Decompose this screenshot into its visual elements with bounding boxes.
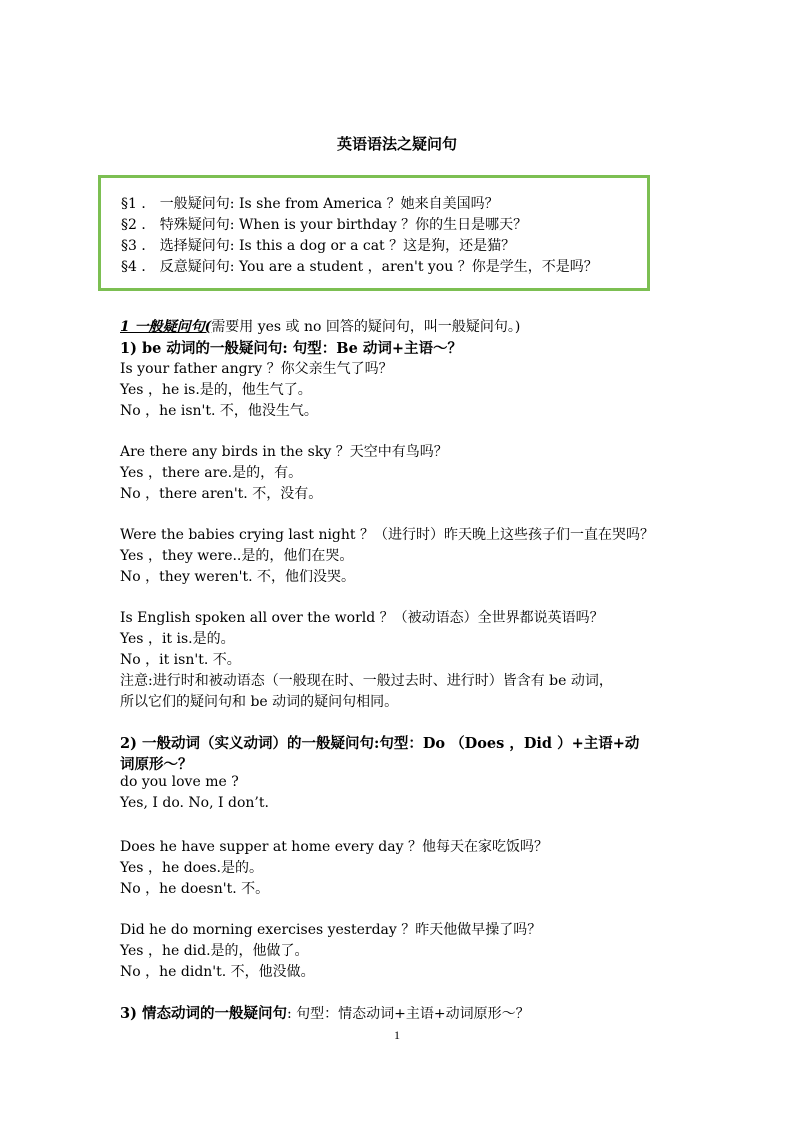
sub2-line: No ，he didn't. 不，他没做。 — [120, 964, 315, 980]
sub1-line: No ，it isn't. 不。 — [120, 652, 241, 668]
sub2-line: Does he have supper at home every day ？他每天在家吃饭吗？ — [120, 839, 548, 855]
sub1-line: Yes ，they were..是的，他们在哭。 — [120, 548, 354, 564]
summary-line-4: §4 ． 反意疑问句: You are a student ，aren't you ？你是学生，不是吗？ — [121, 259, 598, 275]
sub1-line: No ，they weren't. 不，他们没哭。 — [120, 569, 356, 585]
note-line: 所以它们的疑问句和 be 动词的疑问句相同。 — [120, 694, 399, 710]
sub2-heading: 2) 一般动词（实义动词）的一般疑问句:句型：Do （Does ，Did ）+主语+动 — [120, 735, 640, 752]
sub1-line: Yes ，it is.是的。 — [120, 631, 235, 647]
sub2-line: No ，he doesn't. 不。 — [120, 881, 270, 897]
sub1-line: Is your father angry ？你父亲生气了吗？ — [120, 361, 393, 377]
sub1-line: Yes ，there are.是的，有。 — [120, 465, 303, 481]
section-1-heading-italic: 1 一般疑问句( — [120, 319, 212, 335]
sub2-line: Yes ，he did.是的，他做了。 — [120, 943, 309, 959]
summary-line-3: §3 ． 选择疑问句: Is this a dog or a cat ？这是狗，还是猫？ — [121, 238, 516, 254]
sub2-line: Yes ，he does.是的。 — [120, 860, 264, 876]
sub2-line: do you love me ? — [120, 774, 239, 790]
section-1-heading-rest: 需要用 yes 或 no 回答的疑问句，叫一般疑问句。) — [211, 319, 521, 335]
sub2-heading-continued: 词原形～？ — [120, 756, 193, 773]
summary-box — [98, 175, 650, 291]
sub3-heading-rest: : 句型：情态动词+主语+动词原形～？ — [287, 1006, 530, 1022]
sub2-line: Did he do morning exercises yesterday ？昨天他做早操了吗？ — [120, 922, 542, 938]
sub3-heading-bold: 3) 情态动词的一般疑问句 — [120, 1005, 287, 1022]
sub1-heading: 1) be 动词的一般疑问句: 句型：Be 动词+主语～？ — [120, 340, 462, 357]
sub1-line: Are there any birds in the sky ？天空中有鸟吗？ — [120, 444, 448, 460]
summary-line-2: §2 ． 特殊疑问句: When is your birthday ？你的生日是哪天？ — [121, 217, 528, 233]
sub1-line: No ，there aren't. 不，没有。 — [120, 486, 323, 502]
sub1-line: No ，he isn't. 不，他没生气。 — [120, 403, 318, 419]
sub2-line: Yes, I do. No, I don’t. — [120, 795, 269, 811]
sub1-line: Were the babies crying last night ？（进行时）昨天晚上这些孩子们一直在哭吗？ — [120, 527, 654, 543]
page-number: 1 — [394, 1028, 400, 1042]
summary-line-1: §1 ． 一般疑问句: Is she from America ？她来自美国吗？ — [121, 196, 499, 212]
section-1-heading — [120, 316, 520, 336]
note-line: 注意:进行时和被动语态（一般现在时、一般过去时、进行时）皆含有 be 动词， — [120, 673, 613, 689]
sub1-line: Is English spoken all over the world ？（被动语态）全世界都说英语吗？ — [120, 610, 604, 626]
sub3-heading — [120, 1002, 530, 1023]
page-title: 英语语法之疑问句 — [336, 135, 457, 153]
sub1-line: Yes ，he is.是的，他生气了。 — [120, 382, 312, 398]
